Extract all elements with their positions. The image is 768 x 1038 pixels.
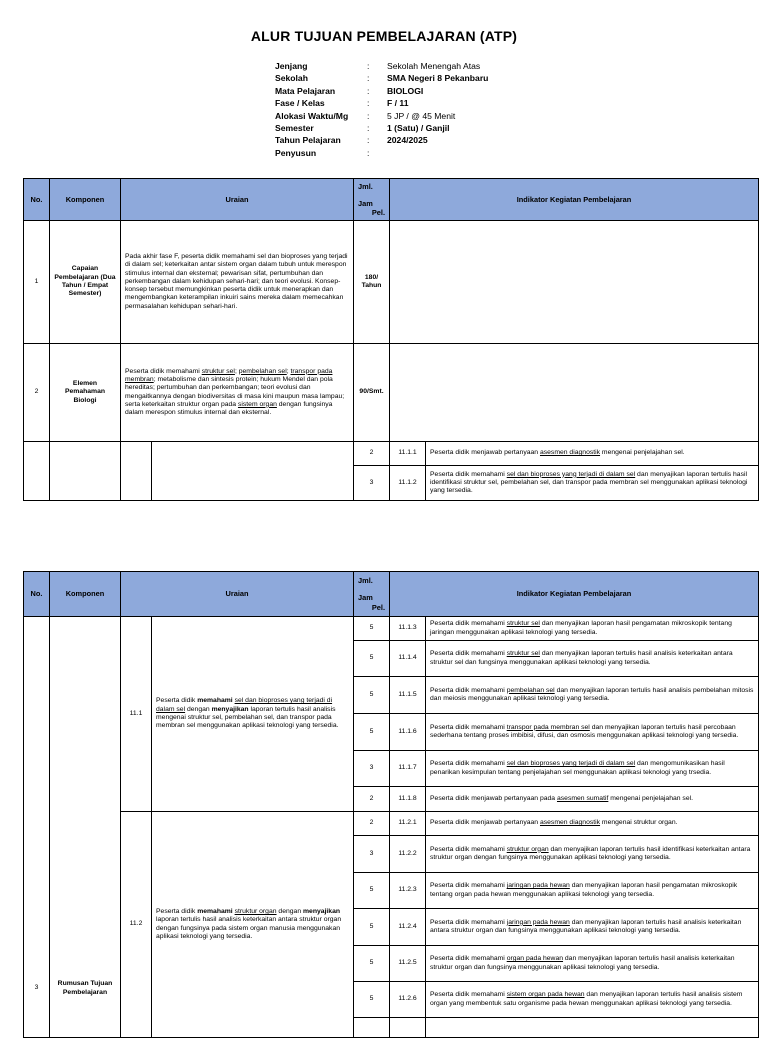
ind-text (426, 812, 759, 836)
text: pembelahan sel (506, 686, 555, 694)
text: Peserta didik memahami (430, 760, 507, 768)
ind-jp: 2 (354, 787, 390, 812)
text: sel dan bioproses yang terjadi di dalam sel (156, 697, 333, 713)
tp-text (152, 617, 354, 812)
ind-code: 11.1.5 (390, 677, 426, 714)
text: Peserta didik memahami (430, 882, 507, 890)
document-title: ALUR TUJUAN PEMBELAJARAN (ATP) (250, 28, 518, 44)
identity-block (275, 60, 587, 159)
info-label: Fase / Kelas (275, 98, 325, 109)
info-value: Sekolah Menengah Atas (387, 61, 481, 71)
ind-jp: 5 (354, 714, 390, 751)
ind-text (426, 714, 759, 751)
text: Peserta didik memahami (430, 470, 507, 478)
row-no: 2 (24, 344, 50, 442)
row-komponen: Rumusan Tujuan Pembelajaran (50, 617, 121, 1038)
ind-text (426, 641, 759, 677)
info-colon: : (367, 85, 370, 96)
info-colon: : (367, 98, 370, 109)
text: struktur organ (234, 907, 277, 915)
text: menyajikan (303, 907, 341, 915)
ind-jp: 5 (354, 909, 390, 946)
tp-code: 11.1 (121, 617, 152, 812)
text: dan menyajikan laporan tertulis hasil identifikasi struktur sel, pembelahan sel, dan transpor pada membran sel menggunakan aplikasi teknologi yang tersedia. (430, 470, 748, 495)
text: dengan fungsinya dalam merespon stimulus internal dan eksternal. (125, 400, 333, 417)
table-header-row (24, 179, 759, 221)
info-value: BIOLOGI (387, 85, 424, 96)
ind-code: 11.2.1 (390, 812, 426, 836)
header-jml-2: Jam (358, 198, 373, 208)
header-uraian: Uraian (121, 179, 354, 221)
text: ; (286, 367, 291, 375)
empty-cell (354, 1018, 390, 1038)
ind-code: 11.1.8 (390, 787, 426, 812)
info-row-sekolah (275, 72, 587, 84)
text: dan menyajikan laporan tertulis hasil analisis pembelahan mitosis dan meiosis menggunakan aplikasi teknologi yang tersedia. (430, 686, 754, 702)
text: asesmen diagnostik (539, 449, 601, 457)
text: transpor pada membran sel (506, 723, 590, 731)
row-uraian (121, 344, 354, 442)
atp-table-2 (23, 571, 759, 1038)
header-jml-3: Pel. (371, 602, 386, 612)
text: Peserta didik (156, 907, 198, 915)
ind-text (426, 909, 759, 946)
ind-text (426, 617, 759, 641)
row-komponen: Capaian Pembelajaran (Dua Tahun / Empat Semester) (50, 221, 121, 344)
text: dan menyajikan laporan tertulis hasil analisis keterkaitan struktur organ dan fungsinya menggunakan aplikasi teknologi yang tersedia. (430, 955, 735, 971)
text: sel dan bioproses yang terjadi di dalam sel (506, 470, 636, 478)
spacer (358, 585, 385, 593)
header-jml (354, 572, 390, 617)
ind-text (426, 787, 759, 812)
text: sistem organ (237, 400, 277, 408)
info-value: 1 (Satu) / Ganjil (387, 122, 450, 133)
text: laporan tertulis hasil analisis mengenai struktur sel, pembelahan sel, dan transpor pada membran sel menggunakan aplikasi teknologi yang tersedia. (156, 705, 339, 730)
text: Peserta didik menjawab pertanyaan pada (430, 794, 557, 802)
text: memahami (197, 697, 233, 705)
text: dan menyajikan laporan tertulis hasil percobaan sederhana tentang proses imbibisi, difusi, dan osmosis menggunakan aplikasi teknologi yang tersedia. (430, 723, 739, 739)
info-colon: : (367, 73, 370, 84)
ind-jp: 2 (354, 442, 390, 466)
text: jaringan pada hewan (506, 918, 570, 926)
text: Peserta didik memahami (430, 620, 507, 628)
ind-code: 11.2.3 (390, 873, 426, 909)
info-value: F / 11 (387, 98, 409, 109)
header-uraian: Uraian (121, 572, 354, 617)
empty-cell (390, 1018, 426, 1038)
ind-code: 11.1.4 (390, 641, 426, 677)
ind-jp: 5 (354, 677, 390, 714)
info-label: Alokasi Waktu/Mg (275, 110, 349, 121)
header-jml-3: Pel. (371, 208, 386, 218)
text: Peserta didik menjawab pertanyaan (430, 819, 540, 827)
table-row (24, 812, 759, 836)
text: Peserta didik memahami (430, 686, 507, 694)
table-row (24, 344, 759, 442)
ind-jp: 5 (354, 946, 390, 982)
info-label: Semester (275, 122, 314, 133)
ind-code: 11.1.2 (390, 466, 426, 501)
empty-cell (24, 442, 50, 501)
info-label: Sekolah (275, 73, 308, 84)
header-jml-1: Jml. (358, 576, 373, 586)
text: sel dan bioproses yang terjadi di dalam sel (506, 760, 636, 768)
text: asesmen sumatif (556, 794, 609, 802)
ind-code: 11.2.5 (390, 946, 426, 982)
text: ; metabolisme dan sintesis protein; hukum Mendel dan pola hereditas; pertumbuhan dan perkembangan; teori evolusi dan mengaitkannya dengan biodiversitas di masa kini maupun masa lampau; serta keterkaitan struktur organ pada (125, 375, 345, 408)
text: dan menyajikan laporan hasil pengamatan mikroskopik tentang organ pada hewan menggunakan aplikasi teknologi yang tersedia. (430, 882, 738, 898)
ind-text (426, 442, 759, 466)
empty-cell (426, 1018, 759, 1038)
header-no: No. (24, 572, 50, 617)
text: struktur organ (506, 845, 549, 853)
text: mengenai penjelajahan sel. (600, 449, 685, 457)
text: dan menyajikan laporan tertulis hasil analisis keterkaitan antara struktur sel dan fungsinya menggunakan aplikasi teknologi yang tersedia. (430, 650, 733, 666)
info-colon: : (367, 147, 370, 158)
ind-jp: 5 (354, 617, 390, 641)
info-row-mapel (275, 85, 587, 97)
ind-code: 11.2.6 (390, 982, 426, 1018)
info-value: SMA Negeri 8 Pekanbaru (387, 73, 489, 84)
row-jml: 180/ Tahun (354, 221, 390, 344)
text: Peserta didik menjawab pertanyaan (430, 449, 540, 457)
row-indikator-empty (390, 344, 759, 442)
info-value: 2024/2025 (387, 135, 428, 146)
info-label: Penyusun (275, 147, 317, 158)
ind-jp: 5 (354, 982, 390, 1018)
table-row (24, 617, 759, 641)
info-row-alokasi (275, 110, 587, 122)
text: struktur sel (506, 650, 540, 658)
table-row (24, 221, 759, 344)
ind-code: 11.1.6 (390, 714, 426, 751)
tp-code: 11.2 (121, 812, 152, 1038)
empty-cell (152, 442, 354, 501)
text: laporan tertulis hasil analisis keterkaitan antara struktur organ dengan fungsinya pada sistem organ manusia menggunakan aplikasi teknologi yang tersedia. (156, 916, 342, 940)
text: dan mengomunikasikan hasil penarikan kesimpulan tentang penjelajahan sel menggunakan aplikasi teknologi yang trsedia. (430, 760, 725, 776)
text: Peserta didik memahami (430, 991, 507, 999)
table-row (24, 442, 759, 466)
empty-cell (121, 442, 152, 501)
text: mengenai penjelajahan sel. (608, 794, 694, 802)
ind-jp: 5 (354, 873, 390, 909)
header-jml-2: Jam (358, 593, 373, 603)
ind-jp: 2 (354, 812, 390, 836)
text: dan menyajikan laporan hasil pengamatan mikroskopik tentang jaringan menggunakan aplikasi teknologi yang tersedia. (430, 620, 732, 636)
row-indikator-empty (390, 221, 759, 344)
info-label: Tahun Pelajaran (275, 135, 341, 146)
row-uraian: Pada akhir fase F, peserta didik memahami sel dan bioproses yang terjadi di dalam sel; keterkaitan antar sistem organ dalam tubuh untuk merespon stimulus internal dan eksternal; pewarisan sifat, pertumbuhan dan perkembangan dalam kehidupan sehari-hari; dan teori evolusi. Konsep-konsep tersebut memungkinkan peserta didik untuk menerapkan dan mengembangkan keterampilan inkuiri sains mereka dalam memecahkan permasalahan kehidupan sehari-hari. (121, 221, 354, 344)
text: dan menyajikan laporan tertulis hasil analisis keterkaitan antara struktur organ dan fungsinya menggunakan aplikasi teknologi yang tersedia. (430, 918, 742, 934)
ind-code: 11.1.3 (390, 617, 426, 641)
atp-table-1 (23, 178, 759, 501)
text: transpor pada membran (125, 367, 333, 383)
info-colon: : (367, 110, 370, 121)
text: Peserta didik memahami (430, 650, 507, 658)
header-no: No. (24, 179, 50, 221)
info-row-penyusun (275, 147, 587, 159)
text: dan menyajikan laporan tertulis hasil identifikasi keterkaitan antara struktur organ dengan fungsinya menggunakan aplikasi teknologi yang tersedia. (430, 845, 751, 861)
text: organ pada hewan (506, 955, 564, 963)
ind-text (426, 946, 759, 982)
text: Peserta didik memahami (430, 723, 507, 731)
text: asesmen diagnostik (539, 819, 601, 827)
text: Peserta didik memahami (430, 918, 507, 926)
text: jaringan pada hewan (506, 882, 570, 890)
info-colon: : (367, 122, 370, 133)
header-indikator: Indikator Kegiatan Pembelajaran (390, 179, 759, 221)
ind-code: 11.2.4 (390, 909, 426, 946)
info-label: Mata Pelajaran (275, 85, 336, 96)
text: struktur sel (201, 367, 235, 375)
ind-jp: 5 (354, 641, 390, 677)
text: dengan (185, 705, 212, 713)
ind-text (426, 873, 759, 909)
row-no: 3 (24, 617, 50, 1038)
text: dan menyajikan laporan tertulis hasil analisis sistem organ yang membentuk satu organisme pada hewan menggunakan aplikasi teknologi yang tersedia. (430, 991, 743, 1007)
info-row-tahun (275, 134, 587, 146)
ind-text (426, 466, 759, 501)
text: dengan (276, 907, 303, 915)
ind-text (426, 677, 759, 714)
table-header-row (24, 572, 759, 617)
text: menyajikan (211, 705, 249, 713)
header-komponen: Komponen (50, 179, 121, 221)
text: Peserta didik memahami (430, 955, 507, 963)
header-indikator: Indikator Kegiatan Pembelajaran (390, 572, 759, 617)
info-value (387, 147, 587, 159)
header-jml-1: Jml. (358, 181, 373, 191)
text: Peserta didik memahami (430, 845, 507, 853)
info-value: 5 JP / @ 45 Menit (387, 110, 456, 121)
ind-text (426, 982, 759, 1018)
info-row-jenjang (275, 60, 587, 72)
text: sistem organ pada hewan (506, 991, 585, 999)
ind-code: 11.1.7 (390, 751, 426, 787)
ind-jp: 3 (354, 836, 390, 873)
ind-jp: 3 (354, 751, 390, 787)
row-no: 1 (24, 221, 50, 344)
info-colon: : (367, 61, 370, 71)
header-komponen: Komponen (50, 572, 121, 617)
text: Peserta didik memahami (125, 367, 202, 375)
row-komponen: Elemen Pemahaman Biologi (50, 344, 121, 442)
text: Peserta didik (156, 697, 198, 705)
header-jml (354, 179, 390, 221)
ind-code: 11.1.1 (390, 442, 426, 466)
info-row-semester (275, 122, 587, 134)
row-jml: 90/Smt. (354, 344, 390, 442)
info-label: Jenjang (275, 61, 308, 71)
text: pembelahan sel (238, 367, 287, 375)
text: memahami (197, 907, 233, 915)
ind-text (426, 836, 759, 873)
spacer (358, 191, 385, 199)
empty-cell (50, 442, 121, 501)
ind-jp: 3 (354, 466, 390, 501)
text: ; (234, 367, 239, 375)
tp-text (152, 812, 354, 1038)
text: mengenai struktur organ. (600, 819, 678, 827)
info-colon: : (367, 135, 370, 146)
info-row-fase (275, 97, 587, 109)
ind-text (426, 751, 759, 787)
text: struktur sel (506, 620, 540, 628)
ind-code: 11.2.2 (390, 836, 426, 873)
